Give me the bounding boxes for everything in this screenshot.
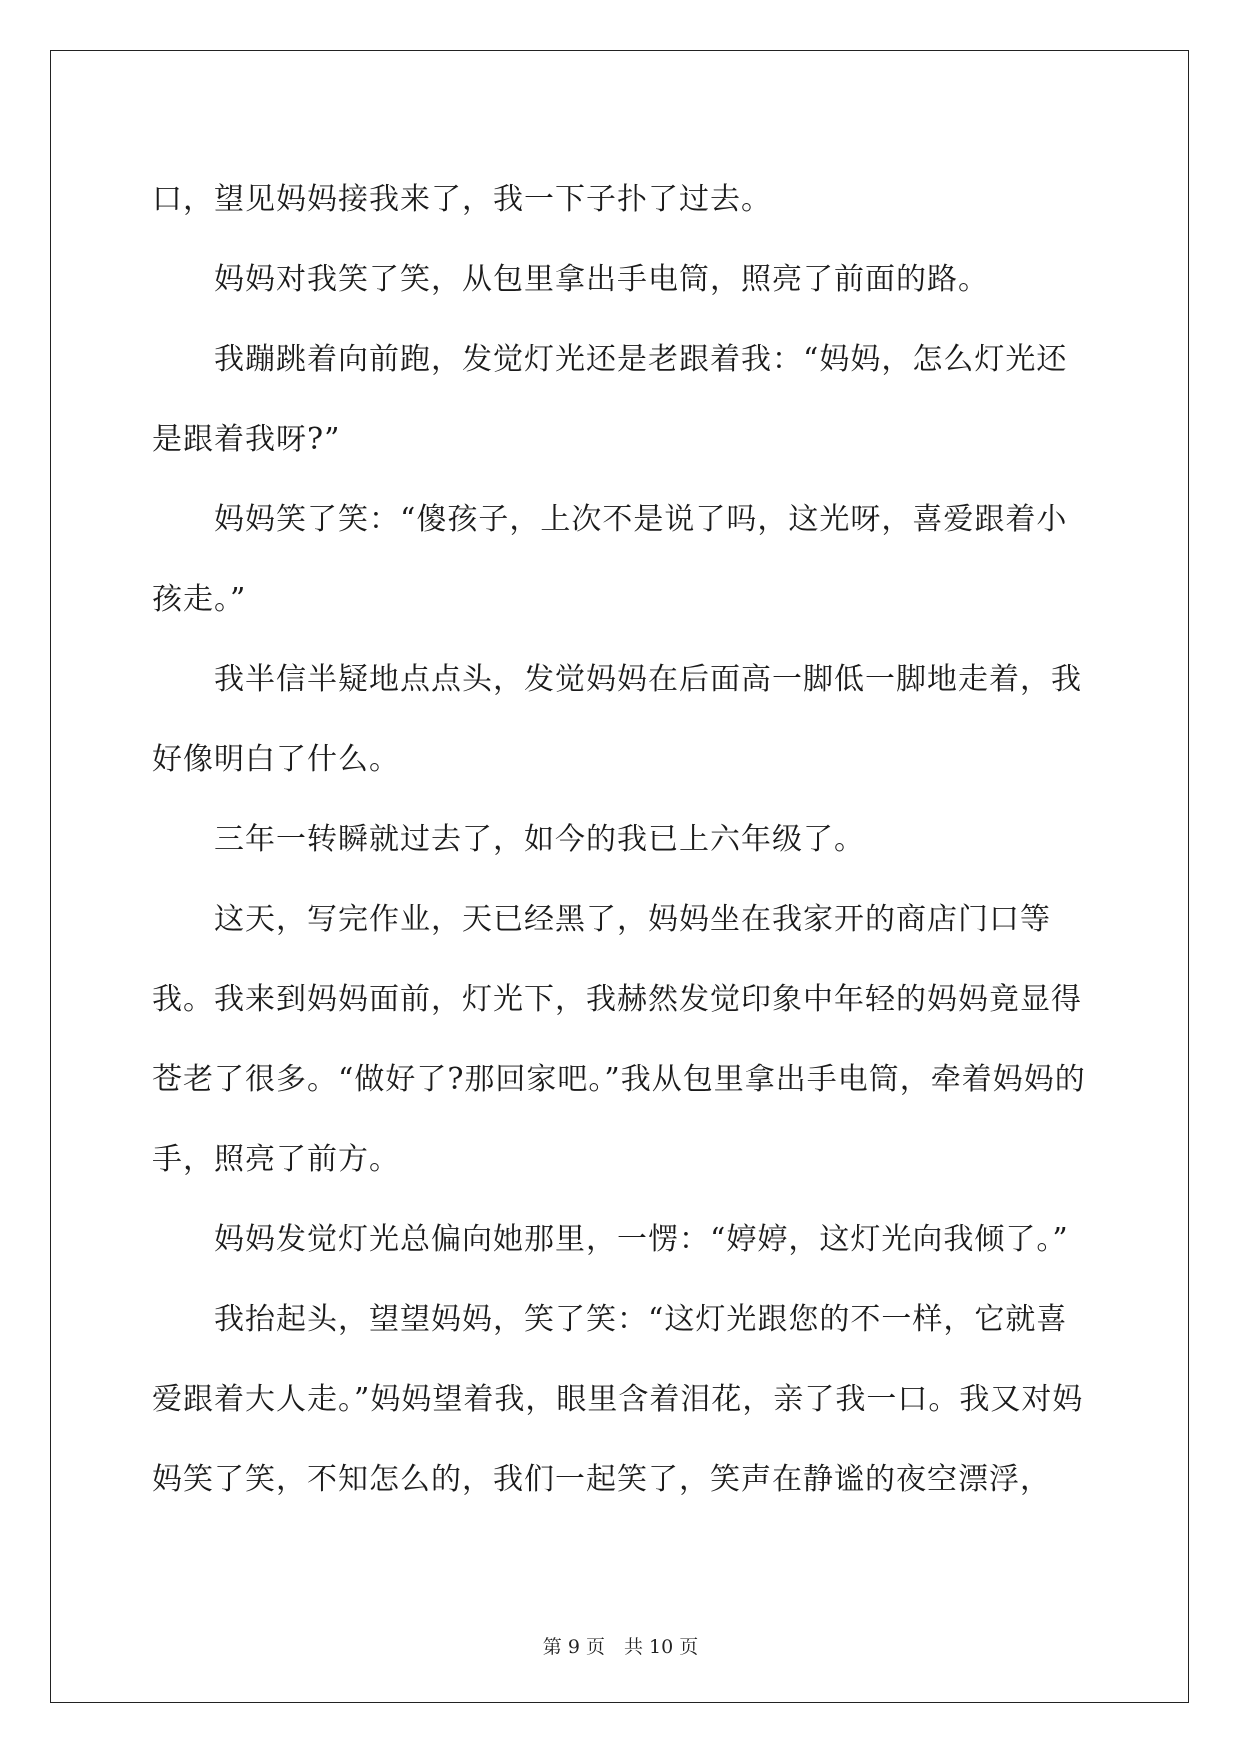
paragraph: 妈妈对我笑了笑，从包里拿出手电筒，照亮了前面的路。 <box>214 262 989 297</box>
paragraph: 三年一转瞬就过去了，如今的我已上六年级了。 <box>214 822 865 857</box>
paragraph: 我抬起头，望望妈妈，笑了笑：“这灯光跟您的不一样，它就喜爱跟着大人走。”妈妈望着我，眼里含着泪花，亲了我一口。我又对妈妈笑了笑，不知怎么的，我们一起笑了，笑声在静谧的夜空漂浮， <box>152 1302 1084 1497</box>
paragraph: 我半信半疑地点点头，发觉妈妈在后面高一脚低一脚地走着，我好像明白了什么。 <box>152 662 1082 777</box>
document-body <box>152 160 1092 1520</box>
paragraph: 我蹦跳着向前跑，发觉灯光还是老跟着我：“妈妈，怎么灯光还是跟着我呀?” <box>152 342 1068 457</box>
paragraph: 妈妈笑了笑：“傻孩子，上次不是说了吗，这光呀，喜爱跟着小孩走。” <box>152 502 1068 617</box>
page-number-footer: 第 9 页 共 10 页 <box>542 1636 699 1658</box>
paragraph: 妈妈发觉灯光总偏向她那里，一愣：“婷婷，这灯光向我倾了。” <box>214 1222 1069 1257</box>
paragraph: 口，望见妈妈接我来了，我一下子扑了过去。 <box>152 182 772 217</box>
paragraph: 这天，写完作业，天已经黑了，妈妈坐在我家开的商店门口等我。我来到妈妈面前，灯光下，我赫然发觉印象中年轻的妈妈竟显得苍老了很多。“做好了?那回家吧。”我从包里拿出手电筒，牵着妈妈的手，照亮了前方。 <box>152 902 1086 1177</box>
